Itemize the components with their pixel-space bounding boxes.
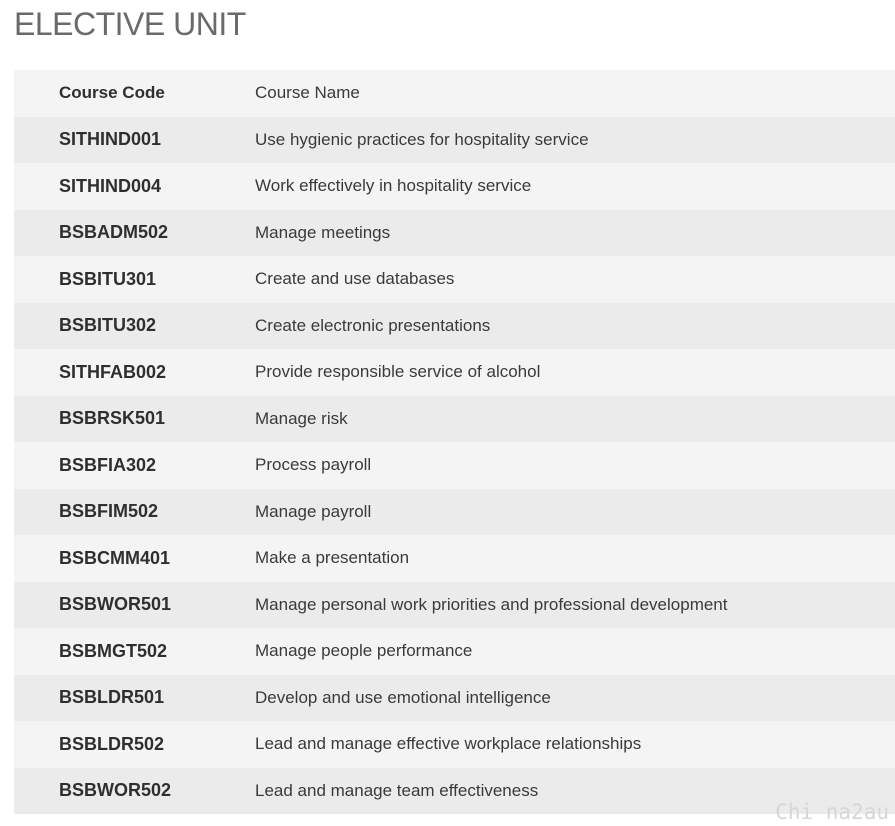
course-name-cell: Lead and manage team effectiveness bbox=[255, 780, 539, 800]
course-code-cell: BSBLDR502 bbox=[59, 733, 165, 754]
course-code-cell: BSBMGT502 bbox=[59, 640, 168, 661]
table-header-row bbox=[14, 70, 895, 117]
table-row bbox=[14, 117, 895, 164]
course-name-cell: Create and use databases bbox=[255, 269, 455, 289]
course-code-header: Course Code bbox=[59, 83, 165, 103]
course-code-cell: SITHIND001 bbox=[59, 129, 162, 150]
course-name-cell: Create electronic presentations bbox=[255, 315, 491, 335]
table-row bbox=[14, 628, 895, 675]
course-name-cell: Process payroll bbox=[255, 455, 372, 475]
course-name-cell: Develop and use emotional intelligence bbox=[255, 687, 551, 707]
course-name-cell: Manage personal work priorities and professional development bbox=[255, 594, 728, 614]
course-code-cell: BSBRSK501 bbox=[59, 408, 166, 429]
watermark: Chi na2au bbox=[775, 800, 889, 824]
course-name-cell: Make a presentation bbox=[255, 548, 410, 568]
course-code-cell: SITHIND004 bbox=[59, 175, 162, 196]
course-code-cell: BSBITU302 bbox=[59, 315, 157, 336]
table-row bbox=[14, 721, 895, 768]
table-row bbox=[14, 442, 895, 489]
table-row bbox=[14, 303, 895, 350]
course-name-cell: Lead and manage effective workplace relationships bbox=[255, 734, 642, 754]
table-row bbox=[14, 163, 895, 210]
course-code-cell: BSBFIA302 bbox=[59, 454, 157, 475]
course-name-cell: Provide responsible service of alcohol bbox=[255, 362, 541, 382]
table-row bbox=[14, 675, 895, 722]
course-name-cell: Manage people performance bbox=[255, 641, 473, 661]
course-code-cell: BSBWOR502 bbox=[59, 780, 172, 801]
course-code-cell: BSBLDR501 bbox=[59, 687, 165, 708]
course-code-cell: BSBWOR501 bbox=[59, 594, 172, 615]
table-row bbox=[14, 535, 895, 582]
course-name-cell: Manage payroll bbox=[255, 501, 372, 521]
course-code-cell: BSBITU301 bbox=[59, 268, 157, 289]
elective-units-table bbox=[14, 70, 895, 814]
course-code-cell: BSBCMM401 bbox=[59, 547, 171, 568]
page-title: ELECTIVE UNIT bbox=[14, 6, 246, 42]
table-row bbox=[14, 582, 895, 629]
course-name-cell: Manage meetings bbox=[255, 222, 391, 242]
course-name-cell: Manage risk bbox=[255, 408, 348, 428]
course-code-cell: BSBFIM502 bbox=[59, 501, 159, 522]
course-code-cell: BSBADM502 bbox=[59, 222, 169, 243]
table-row bbox=[14, 210, 895, 257]
table-row bbox=[14, 768, 895, 815]
course-name-header: Course Name bbox=[255, 83, 360, 103]
table-row bbox=[14, 396, 895, 443]
course-name-cell: Use hygienic practices for hospitality service bbox=[255, 129, 589, 149]
course-code-cell: SITHFAB002 bbox=[59, 361, 167, 382]
table-row bbox=[14, 256, 895, 303]
table-row bbox=[14, 489, 895, 536]
course-name-cell: Work effectively in hospitality service bbox=[255, 176, 532, 196]
table-row bbox=[14, 349, 895, 396]
